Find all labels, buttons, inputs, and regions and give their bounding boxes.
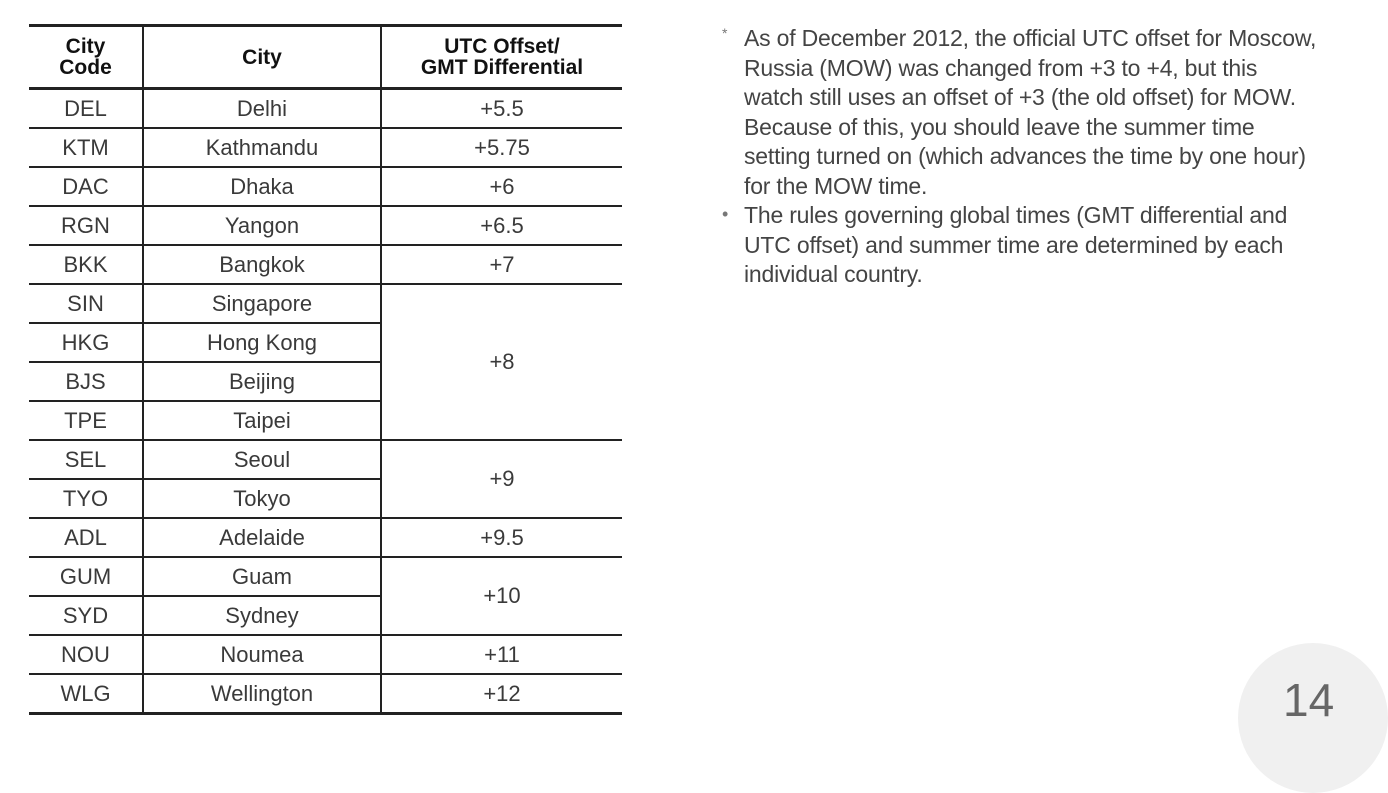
city-name-cell: Tokyo xyxy=(143,479,381,518)
city-name-cell: Wellington xyxy=(143,674,381,714)
city-code-cell: SIN xyxy=(29,284,143,323)
table-row xyxy=(29,284,622,323)
city-name-cell: Sydney xyxy=(143,596,381,635)
city-name-cell: Guam xyxy=(143,557,381,596)
city-name-cell: Seoul xyxy=(143,440,381,479)
city-code-cell: TPE xyxy=(29,401,143,440)
page-number: 14 xyxy=(1283,674,1335,726)
city-name-cell: Yangon xyxy=(143,206,381,245)
city-name-cell: Hong Kong xyxy=(143,323,381,362)
utc-offset-cell: +12 xyxy=(381,674,622,714)
city-name-cell: Dhaka xyxy=(143,167,381,206)
note-moscow-offset xyxy=(722,24,1319,201)
note-text: The rules governing global times (GMT differential and UTC offset) and summer time are determined by each individual country. xyxy=(744,202,1288,287)
city-code-cell: GUM xyxy=(29,557,143,596)
utc-offset-cell: +11 xyxy=(381,635,622,674)
note-global-time-rules xyxy=(722,201,1319,290)
table-row xyxy=(29,674,622,714)
table-row xyxy=(29,128,622,167)
city-code-cell: KTM xyxy=(29,128,143,167)
utc-offset-cell: +8 xyxy=(381,284,622,440)
header-utc-offset-line-2: GMT Differential xyxy=(420,56,584,79)
city-code-cell: ADL xyxy=(29,518,143,557)
city-name-cell: Noumea xyxy=(143,635,381,674)
header-city-code-line-1: City xyxy=(65,35,106,58)
city-code-cell: TYO xyxy=(29,479,143,518)
utc-offset-cell: +10 xyxy=(381,557,622,635)
city-code-cell: BJS xyxy=(29,362,143,401)
table-row xyxy=(29,167,622,206)
table-row xyxy=(29,635,622,674)
city-code-cell: HKG xyxy=(29,323,143,362)
city-code-cell: BKK xyxy=(29,245,143,284)
city-name-cell: Kathmandu xyxy=(143,128,381,167)
utc-offset-cell: +5.5 xyxy=(381,89,622,129)
city-name-cell: Delhi xyxy=(143,89,381,129)
city-name-cell: Beijing xyxy=(143,362,381,401)
city-code-cell: DEL xyxy=(29,89,143,129)
city-name-cell: Adelaide xyxy=(143,518,381,557)
city-code-cell: SYD xyxy=(29,596,143,635)
utc-offset-cell: +9 xyxy=(381,440,622,518)
table-row xyxy=(29,206,622,245)
table-header-row xyxy=(29,26,622,89)
city-name-cell: Singapore xyxy=(143,284,381,323)
table-row xyxy=(29,245,622,284)
note-text: As of December 2012, the official UTC offset for Moscow, Russia (MOW) was changed from +3 to +4, but this watch still uses an offset of +3 (the old offset) for MOW. Because of this, you should leave the summer time setting turned on (which advances the time by one hour) for the MOW time. xyxy=(744,25,1317,199)
city-name-cell: Taipei xyxy=(143,401,381,440)
table-row xyxy=(29,518,622,557)
city-offset-table xyxy=(29,24,622,715)
utc-offset-cell: +7 xyxy=(381,245,622,284)
header-city: City xyxy=(143,26,381,89)
header-city-code xyxy=(29,26,143,89)
header-city-code-line-2: Code xyxy=(59,56,112,79)
city-code-cell: DAC xyxy=(29,167,143,206)
notes-section xyxy=(722,24,1319,290)
header-utc-offset xyxy=(381,26,622,89)
table-row xyxy=(29,440,622,479)
city-code-cell: RGN xyxy=(29,206,143,245)
asterisk-marker: * xyxy=(722,25,728,41)
utc-offset-cell: +9.5 xyxy=(381,518,622,557)
utc-offset-cell: +5.75 xyxy=(381,128,622,167)
table-row xyxy=(29,557,622,596)
city-code-cell: WLG xyxy=(29,674,143,714)
utc-offset-cell: +6.5 xyxy=(381,206,622,245)
utc-offset-cell: +6 xyxy=(381,167,622,206)
city-code-cell: SEL xyxy=(29,440,143,479)
bullet-marker: • xyxy=(722,204,729,224)
header-utc-offset-line-1: UTC Offset/ xyxy=(444,35,560,58)
city-name-cell: Bangkok xyxy=(143,245,381,284)
city-code-cell: NOU xyxy=(29,635,143,674)
table-row xyxy=(29,89,622,129)
